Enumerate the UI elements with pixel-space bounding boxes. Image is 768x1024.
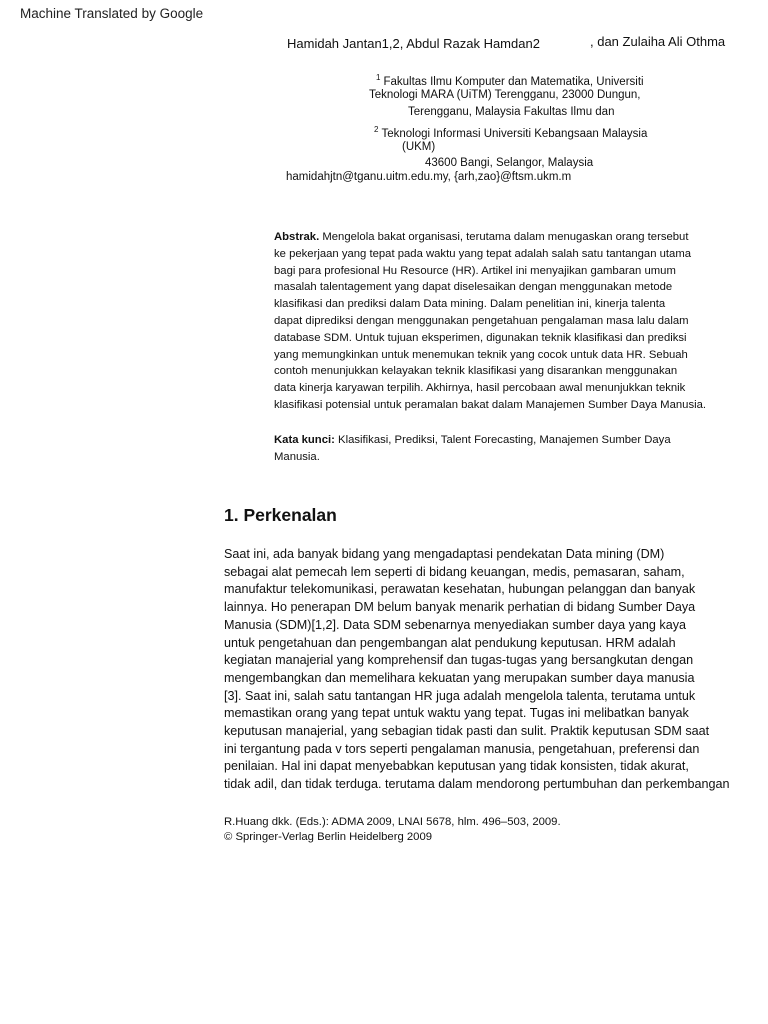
abstract-line: contoh menunjukkan kelayakan teknik klasifikasi yang disarankan menggunakan	[274, 365, 678, 378]
affiliation-line	[402, 139, 435, 156]
abstract-line: bagi para profesional Hu Resource (HR). Artikel ini menyajikan gambaran umum	[274, 264, 676, 277]
author-emails: hamidahjtn@tganu.uitm.edu.my, {arh,zao}@ftsm.ukm.m	[286, 171, 572, 183]
body-line: keputusan manajerial, yang sebagian tidak pasti dan sulit. Praktik keputusan SDM saat	[224, 724, 710, 739]
body-line: sebagai alat pemecah lem seperti di bidang keuangan, medis, pemasaran, saham,	[224, 564, 685, 579]
affiliation-line	[408, 104, 614, 121]
footer-block	[224, 815, 561, 845]
affiliation-text: Teknologi MARA (UiTM) Terengganu, 23000 Dungun,	[369, 89, 641, 101]
affiliation-line	[369, 87, 640, 104]
body-line: ini tergantung pada v tors seperti pengalaman manusia, pengetahuan, preferensi dan	[224, 741, 700, 756]
affiliation-text: Teknologi Informasi Universiti Kebangsaan Malaysia	[381, 128, 648, 140]
abstract-line: dapat diprediksi dengan menggunakan pengetahuan pengalaman masa lalu dalam	[274, 314, 689, 327]
body-line: mengembangkan dan memelihara kekuatan yang merupakan sumber daya manusia	[224, 670, 695, 685]
abstract-text: Mengelola bakat organisasi, terutama dalam menugaskan orang tersebut	[319, 231, 689, 243]
abstract-line: klasifikasi potensial untuk peramalan bakat dalam Manajemen Sumber Daya Manusia.	[274, 398, 707, 411]
keywords-block	[274, 432, 768, 466]
authors-main: Hamidah Jantan1,2, Abdul Razak Hamdan2	[287, 36, 540, 51]
introduction-body	[224, 546, 768, 794]
body-line: penilaian. Hal ini dapat menyebabkan keputusan yang tidak konsisten, tidak akurat,	[224, 759, 689, 774]
abstract-line: masalah talentagement yang dapat diselesaikan dengan menggunakan metode	[274, 281, 673, 294]
body-line: manufaktur telekomunikasi, perawatan kesehatan, hubungan pelanggan dan banyak	[224, 582, 696, 597]
abstract-line: klasifikasi dan prediksi dalam Data mining. Dalam penelitian ini, kinerja talenta	[274, 298, 666, 311]
citation-line: R.Huang dkk. (Eds.): ADMA 2009, LNAI 5678, hlm. 496–503, 2009.	[224, 816, 561, 828]
affiliation-line	[425, 155, 593, 172]
affiliation-sup: 2	[374, 125, 379, 134]
affiliation-text: Terengganu, Malaysia Fakultas Ilmu dan	[408, 106, 615, 118]
affiliation-text: 43600 Bangi, Selangor, Malaysia	[425, 157, 594, 169]
abstract-line: database SDM. Untuk tujuan eksperimen, digunakan teknik klasifikasi dan prediksi	[274, 331, 687, 344]
body-line: Saat ini, ada banyak bidang yang mengadaptasi pendekatan Data mining (DM)	[224, 547, 665, 561]
section-heading: 1. Perkenalan	[224, 505, 337, 525]
body-line: memastikan orang yang tepat untuk waktu yang tepat. Tugas ini melibatkan banyak	[224, 706, 689, 721]
abstract-label: Abstrak.	[274, 231, 320, 243]
body-line: [3]. Saat ini, salah satu tantangan HR juga adalah mengelola talenta, terutama untuk	[224, 688, 696, 703]
authors-rest: , dan Zulaiha Ali Othma	[590, 34, 726, 49]
abstract-line: yang memungkinkan untuk menemukan teknik yang cocok untuk data HR. Sebuah	[274, 348, 688, 361]
body-line: lainnya. Ho penerapan DM belum banyak menarik perhatian di bidang Sumber Daya	[224, 600, 696, 615]
body-line: kegiatan manajerial yang komprehensif dan tugas-tugas yang bersangkutan dengan	[224, 653, 694, 668]
affiliation-text: Fakultas Ilmu Komputer dan Matematika, Universiti	[383, 76, 644, 88]
body-line: tidak adil, dan tidak terduga. terutama dalam mendorong pertumbuhan dan perkembangan	[224, 777, 730, 792]
keywords-text: Klasifikasi, Prediksi, Talent Forecasting, Manajemen Sumber Daya	[334, 434, 671, 446]
abstract-line: data kinerja karyawan terpilih. Akhirnya, hasil percobaan awal menunjukkan teknik	[274, 382, 686, 395]
abstract-line: ke pekerjaan yang tepat pada waktu yang tepat adalah salah satu tantangan utama	[274, 247, 692, 260]
affiliation-sup: 1	[376, 73, 381, 82]
affiliation-text: (UKM)	[402, 141, 436, 153]
body-line: Manusia (SDM)[1,2]. Data SDM sebenarnya menyediakan sumber daya yang kaya	[224, 617, 686, 632]
keywords-line: Manusia.	[274, 451, 320, 463]
abstract-line	[274, 229, 768, 246]
copyright-line: © Springer-Verlag Berlin Heidelberg 2009	[224, 831, 433, 843]
machine-translation-banner: Machine Translated by Google	[20, 6, 204, 21]
abstract-block	[274, 229, 768, 414]
keywords-label: Kata kunci:	[274, 434, 335, 446]
body-line: untuk pengetahuan dan pengembangan alat pendukung keputusan. HRM adalah	[224, 635, 676, 650]
keywords-line	[274, 432, 768, 449]
